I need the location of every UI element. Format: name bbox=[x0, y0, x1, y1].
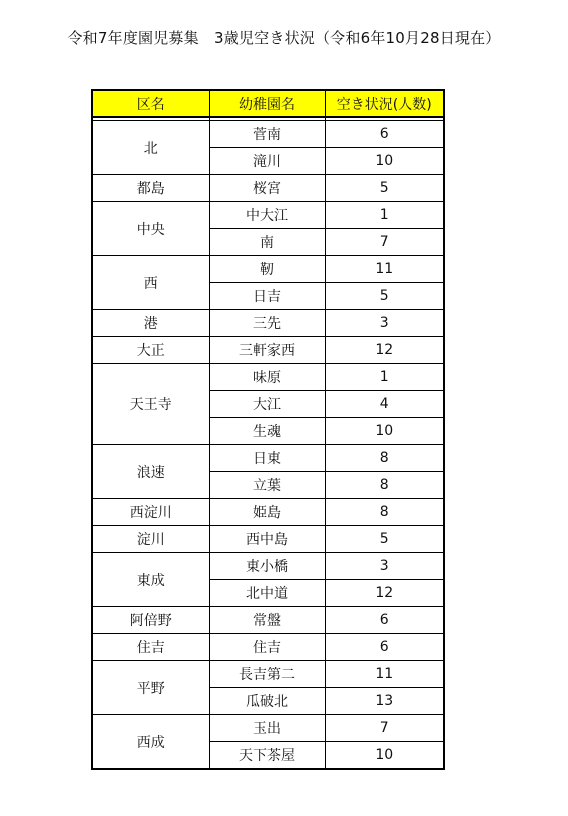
kindergarten-cell: 三軒家西 bbox=[209, 337, 325, 364]
vacancy-cell: 8 bbox=[325, 499, 444, 526]
page-title: 令和7年度園児募集 3歳児空き状況（令和6年10月28日現在） bbox=[67, 29, 501, 47]
table-row bbox=[92, 553, 444, 580]
kindergarten-cell: 北中道 bbox=[209, 580, 325, 607]
kindergarten-cell: 立葉 bbox=[209, 472, 325, 499]
ward-cell: 大正 bbox=[92, 337, 209, 364]
kindergarten-cell: 住吉 bbox=[209, 634, 325, 661]
table-row bbox=[92, 337, 444, 364]
header-vacancy: 空き状況(人数) bbox=[325, 90, 444, 117]
kindergarten-cell: 天下茶屋 bbox=[209, 742, 325, 770]
kindergarten-cell: 靭 bbox=[209, 256, 325, 283]
ward-cell: 西成 bbox=[92, 715, 209, 770]
table-row bbox=[92, 310, 444, 337]
kindergarten-cell: 日東 bbox=[209, 445, 325, 472]
vacancy-cell: 10 bbox=[325, 418, 444, 445]
table-body bbox=[92, 121, 444, 770]
ward-cell: 西淀川 bbox=[92, 499, 209, 526]
kindergarten-cell: 桜宮 bbox=[209, 175, 325, 202]
kindergarten-cell: 生魂 bbox=[209, 418, 325, 445]
vacancy-cell: 5 bbox=[325, 526, 444, 553]
ward-cell: 中央 bbox=[92, 202, 209, 256]
table-row bbox=[92, 715, 444, 742]
vacancy-cell: 11 bbox=[325, 256, 444, 283]
kindergarten-cell: 長吉第二 bbox=[209, 661, 325, 688]
vacancy-cell: 10 bbox=[325, 742, 444, 770]
kindergarten-cell: 南 bbox=[209, 229, 325, 256]
table-row bbox=[92, 526, 444, 553]
kindergarten-cell: 姫島 bbox=[209, 499, 325, 526]
vacancy-table bbox=[91, 89, 445, 770]
table-row bbox=[92, 634, 444, 661]
vacancy-cell: 5 bbox=[325, 283, 444, 310]
vacancy-cell: 12 bbox=[325, 580, 444, 607]
vacancy-cell: 7 bbox=[325, 715, 444, 742]
ward-cell: 平野 bbox=[92, 661, 209, 715]
vacancy-cell: 3 bbox=[325, 310, 444, 337]
vacancy-cell: 10 bbox=[325, 148, 444, 175]
vacancy-cell: 8 bbox=[325, 472, 444, 499]
table-row bbox=[92, 499, 444, 526]
header-ward: 区名 bbox=[92, 90, 209, 117]
table-row bbox=[92, 364, 444, 391]
table-row bbox=[92, 202, 444, 229]
vacancy-cell: 4 bbox=[325, 391, 444, 418]
kindergarten-cell: 三先 bbox=[209, 310, 325, 337]
vacancy-cell: 13 bbox=[325, 688, 444, 715]
vacancy-cell: 3 bbox=[325, 553, 444, 580]
kindergarten-cell: 西中島 bbox=[209, 526, 325, 553]
vacancy-cell: 1 bbox=[325, 364, 444, 391]
ward-cell: 東成 bbox=[92, 553, 209, 607]
vacancy-cell: 11 bbox=[325, 661, 444, 688]
kindergarten-cell: 中大江 bbox=[209, 202, 325, 229]
table-row bbox=[92, 175, 444, 202]
ward-cell: 天王寺 bbox=[92, 364, 209, 445]
ward-cell: 都島 bbox=[92, 175, 209, 202]
vacancy-cell: 8 bbox=[325, 445, 444, 472]
vacancy-cell: 6 bbox=[325, 634, 444, 661]
vacancy-cell: 7 bbox=[325, 229, 444, 256]
table-row bbox=[92, 121, 444, 148]
header-kindergarten: 幼稚園名 bbox=[209, 90, 325, 117]
vacancy-cell: 6 bbox=[325, 607, 444, 634]
table-row bbox=[92, 256, 444, 283]
kindergarten-cell: 瓜破北 bbox=[209, 688, 325, 715]
kindergarten-cell: 日吉 bbox=[209, 283, 325, 310]
vacancy-cell: 12 bbox=[325, 337, 444, 364]
kindergarten-cell: 滝川 bbox=[209, 148, 325, 175]
ward-cell: 住吉 bbox=[92, 634, 209, 661]
table-row bbox=[92, 661, 444, 688]
kindergarten-cell: 常盤 bbox=[209, 607, 325, 634]
ward-cell: 阿倍野 bbox=[92, 607, 209, 634]
kindergarten-cell: 味原 bbox=[209, 364, 325, 391]
table-row bbox=[92, 445, 444, 472]
ward-cell: 浪速 bbox=[92, 445, 209, 499]
ward-cell: 西 bbox=[92, 256, 209, 310]
kindergarten-cell: 東小橋 bbox=[209, 553, 325, 580]
vacancy-cell: 6 bbox=[325, 121, 444, 148]
ward-cell: 港 bbox=[92, 310, 209, 337]
kindergarten-cell: 玉出 bbox=[209, 715, 325, 742]
kindergarten-cell: 大江 bbox=[209, 391, 325, 418]
table-row bbox=[92, 607, 444, 634]
ward-cell: 北 bbox=[92, 121, 209, 175]
vacancy-cell: 5 bbox=[325, 175, 444, 202]
ward-cell: 淀川 bbox=[92, 526, 209, 553]
vacancy-cell: 1 bbox=[325, 202, 444, 229]
kindergarten-cell: 菅南 bbox=[209, 121, 325, 148]
table-header-row bbox=[92, 90, 444, 117]
